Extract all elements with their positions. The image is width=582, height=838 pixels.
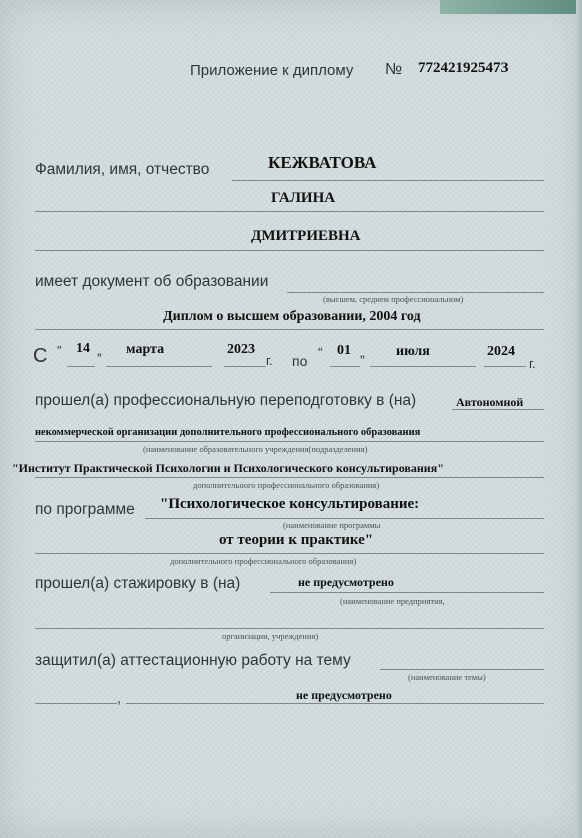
- retraining-hint1: (наименование образовательного учреждения(подразделения): [143, 444, 368, 454]
- program-hint1: (наименование программы: [283, 520, 381, 530]
- education-line: [287, 292, 544, 293]
- internship-line-1: [270, 592, 544, 593]
- program-value2: от теории к практике": [219, 532, 374, 548]
- period-from-day-line: [67, 366, 95, 367]
- retraining-hint2: дополнительного профессионального образования): [193, 480, 380, 490]
- thesis-line-1: [380, 669, 544, 670]
- header-number: 77242192547З: [418, 60, 509, 76]
- period-close-quote-1: „: [97, 342, 102, 358]
- thesis-hint: (наименование темы): [408, 672, 486, 682]
- thesis-line-2a: [35, 703, 117, 704]
- period-to-month: июля: [396, 344, 430, 359]
- fio-patronymic-line: [35, 250, 544, 251]
- thesis-line-2b: [126, 703, 544, 704]
- period-to-day-line: [330, 366, 360, 367]
- education-hint: (высшем, среднем профессиональном): [323, 294, 464, 304]
- education-value-line: [35, 329, 544, 330]
- page-right-edge: [576, 0, 582, 838]
- period-from-day: 14: [76, 341, 90, 356]
- period-from-year: 2023: [227, 342, 255, 357]
- program-line-1: [145, 518, 544, 519]
- education-label: имеет документ об образовании: [35, 273, 269, 290]
- program-hint2: дополнительного профессионального образования): [170, 556, 357, 566]
- period-from-year-line: [224, 366, 266, 367]
- retraining-org-part2: некоммерческой организации дополнительного профессионального образования: [35, 427, 421, 438]
- internship-hint1: (наименование предприятия,: [340, 596, 445, 606]
- period-year-suffix-2: г.: [529, 356, 536, 371]
- period-from-month: марта: [126, 342, 165, 357]
- period-to-day: 01: [337, 343, 351, 358]
- period-from-prefix: С: [33, 345, 48, 367]
- period-open-quote-1: “: [57, 342, 62, 358]
- thesis-value: не предусмотрено: [296, 688, 392, 702]
- internship-value: не предусмотрено: [298, 575, 394, 589]
- internship-line-2: [35, 628, 544, 629]
- period-close-quote-2: „: [360, 344, 365, 360]
- period-year-suffix-1: г.: [266, 353, 273, 368]
- internship-hint2: организации, учреждения): [222, 631, 319, 641]
- retraining-org-line-3: [35, 477, 544, 478]
- program-value1: "Психологическое консультирование:: [160, 496, 420, 512]
- retraining-org-part1: Автономной: [456, 395, 524, 409]
- period-to-year-line: [484, 366, 526, 367]
- header-caption: Приложение к диплому: [190, 62, 354, 79]
- fio-patronymic: ДМИТРИЕВНА: [251, 228, 361, 244]
- fio-label: Фамилия, имя, отчество: [35, 161, 210, 178]
- thesis-comma: ,: [117, 690, 121, 706]
- header-number-sign: №: [385, 61, 403, 78]
- retraining-label: прошел(а) профессиональную переподготовку в (на): [35, 392, 417, 409]
- program-line-2: [35, 553, 544, 554]
- period-to-year: 2024: [487, 344, 515, 359]
- fio-name-line: [35, 211, 544, 212]
- retraining-org-part3: "Институт Практической Психологии и Психологического консультирования": [12, 461, 444, 475]
- fio-surname: КЕЖВАТОВА: [268, 153, 377, 172]
- fio-surname-line: [232, 180, 544, 181]
- program-label: по программе: [35, 501, 135, 518]
- education-value: Диплом о высшем образовании, 2004 год: [163, 309, 421, 324]
- period-from-month-line: [106, 366, 212, 367]
- retraining-org-line-2: [35, 441, 544, 442]
- period-to-label: по: [292, 353, 308, 369]
- internship-label: прошел(а) стажировку в (на): [35, 575, 241, 592]
- fio-name: ГАЛИНА: [271, 190, 336, 206]
- thesis-label: защитил(а) аттестационную работу на тему: [35, 652, 351, 669]
- period-to-month-line: [370, 366, 476, 367]
- folder-edge-decoration: [440, 0, 582, 14]
- period-open-quote-2: “: [318, 344, 323, 360]
